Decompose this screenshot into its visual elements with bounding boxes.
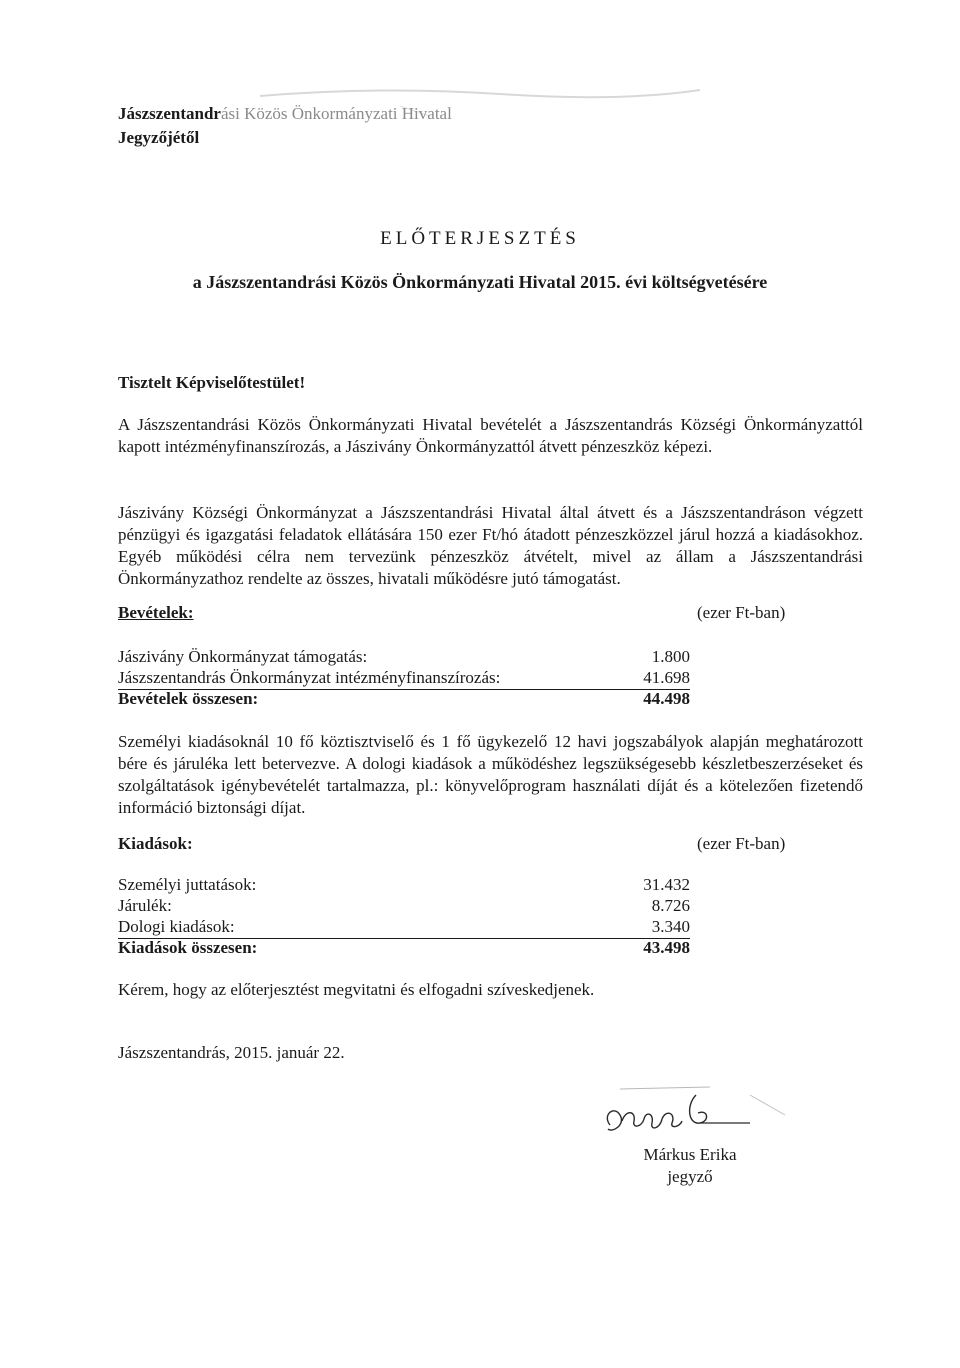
income-row-value: 1.800	[651, 647, 690, 666]
expense-row	[118, 917, 690, 939]
place-and-date: Jászszentandrás, 2015. január 22.	[118, 1043, 345, 1062]
income-total-label: Bevételek összesen:	[118, 689, 259, 708]
paragraph-income-sources: A Jászszentandrási Közös Önkormányzati Hivatal bevételét a Jászszentandrás Községi Önkormányzattól kapott intézményfinanszírozás, a Jászivány Önkormányzattól átvett pénzeszköz képezi.	[118, 415, 863, 456]
expense-total-label: Kiadások összesen:	[118, 938, 258, 957]
income-unit-label: (ezer Ft-ban)	[697, 603, 786, 622]
income-section-title: Bevételek:	[118, 603, 194, 622]
document-subtitle: a Jászszentandrási Közös Önkormányzati Hivatal 2015. évi költségvetésére	[192, 272, 768, 292]
expense-row-label: Személyi juttatások:	[118, 875, 257, 894]
expense-row	[118, 875, 690, 896]
signer-name: Márkus Erika	[643, 1145, 737, 1164]
expense-row-value: 31.432	[643, 875, 690, 894]
income-row-value: 41.698	[643, 668, 690, 687]
income-row-label: Jászivány Önkormányzat támogatás:	[118, 647, 368, 666]
handwritten-signature	[600, 1085, 800, 1145]
issuer-line	[118, 104, 452, 124]
paragraph-jasziveny-contribution: Jászivány Községi Önkormányzat a Jászszentandrási Hivatal által átvett és a Jászszentandráson végzett pénzügyi és igazgatási feladatok ellátására 150 ezer Ft/hó átadott pénzeszközzel járul hozzá a kiadásokhoz. Egyéb működési célra nem tervezünk pénzeszköz átvételt, mivel az állam a Jászszentandrási Önkormányzathoz rendelte az összes, hivatali működésre jutó támogatást.	[118, 503, 863, 588]
document-title: ELŐTERJESZTÉS	[380, 228, 580, 249]
expense-total-value: 43.498	[643, 938, 690, 957]
income-total-row	[118, 689, 690, 710]
expense-total-row	[118, 938, 690, 959]
expense-row-value: 3.340	[651, 917, 690, 936]
expenses-unit-label: (ezer Ft-ban)	[697, 834, 786, 853]
issuer-name-bold: Jászszentandr	[118, 104, 221, 123]
issuer-name-faded: ási Közös Önkormányzati Hivatal	[220, 104, 452, 123]
paragraph-expense-details: Személyi kiadásoknál 10 fő köztisztviselő és 1 fő ügykezelő 12 havi jogszabályok alapján meghatározott bére és járuléka lett betervezve. A dologi kiadások a működéshez legszükségesebb készletbeszerzéseket és szolgáltatások igénybevételét tartalmazza, pl.: könyvelőprogram használati díját és a kötelezően fizetendő információ biztonsági díjat.	[118, 732, 863, 817]
expense-row	[118, 896, 690, 917]
income-row-label: Jászszentandrás Önkormányzat intézményfinanszírozás:	[118, 668, 501, 687]
expense-row-value: 8.726	[651, 896, 690, 915]
income-total-value: 44.498	[643, 689, 690, 708]
expenses-section-title: Kiadások:	[118, 834, 193, 853]
expense-row-label: Járulék:	[118, 896, 172, 915]
closing-request: Kérem, hogy az előterjesztést megvitatni és elfogadni szíveskedjenek.	[118, 980, 595, 999]
signer-title: jegyző	[667, 1167, 713, 1186]
issuer-role: Jegyzőjétől	[118, 128, 200, 147]
expense-row-label: Dologi kiadások:	[118, 917, 235, 936]
income-row	[118, 647, 690, 668]
income-row	[118, 668, 690, 690]
salutation: Tisztelt Képviselőtestület!	[118, 373, 306, 392]
